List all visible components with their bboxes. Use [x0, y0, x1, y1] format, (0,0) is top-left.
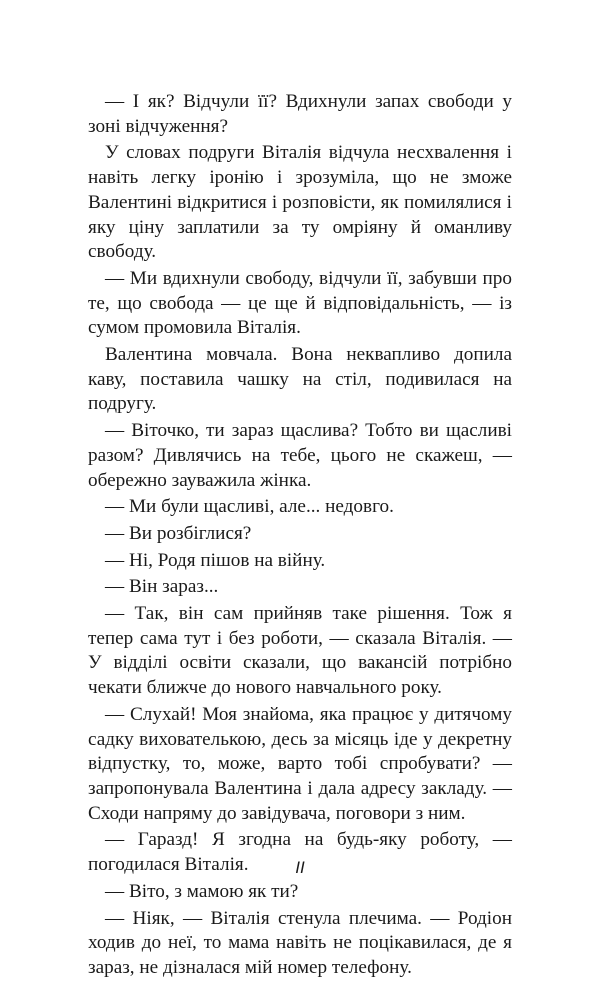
paragraph: — Віто, з мамою як ти? [105, 880, 299, 902]
paragraph: — Так, він сам прийняв таке рішення. Тож я тепер сама тут і без роботи, — сказала Віталія. — У відділі освіти сказали, що вакансій потрібно чекати ближче до нового навчального року. [88, 603, 512, 699]
paragraph: — Він зараз... [105, 576, 219, 598]
page-number: II [295, 858, 305, 877]
paragraph: — Ми були щасливі, але... недовго. [105, 496, 394, 518]
paragraph: — Ви розбіглися? [105, 522, 252, 544]
paragraph: — Ніяк, — Віталія стенула плечима. — Родіон ходив до неї, то мама навіть не поцікавилася, де я зараз, не дізналася мій номер телефону. [88, 907, 512, 978]
page-text [88, 90, 512, 983]
paragraph: — Ні, Родя пішов на війну. [105, 549, 326, 571]
paragraph: У словах подруги Віталія відчула несхвалення і навіть легку іронію і зрозуміла, що не зможе Валентині відкритися і розповісти, як помилялися і яку ціну заплатили за ту омріяну й оманливу свободу. [88, 142, 512, 263]
paragraph: — Віточко, ти зараз щаслива? Тобто ви щасливі разом? Дивлячись на тебе, цього не скажеш, — обережно зауважила жінка. [88, 420, 512, 491]
paragraph: — Ми вдихнули свободу, відчули її, забувши про те, що свобода — це ще й відповідальність, — із сумом промовила Віталія. [88, 267, 512, 339]
paragraph: — Гаразд! Я згодна на будь-яку роботу, — погодилася Віталія. [88, 829, 512, 876]
paragraph: Валентина мовчала. Вона неквапливо допила каву, поставила чашку на стіл, подивилася на подругу. [88, 344, 512, 415]
paragraph: — І як? Відчули її? Вдихнули запах свободи у зоні відчуження? [88, 91, 512, 137]
paragraph: — Слухай! Моя знайома, яка працює у дитячому садку вихователькою, десь за місяць іде у декретну відпустку, то, може, варто тобі спробувати? — запропонувала Валентина і дала адресу закладу. — Сходи напряму до завідувача, поговори з ним. [88, 703, 512, 824]
